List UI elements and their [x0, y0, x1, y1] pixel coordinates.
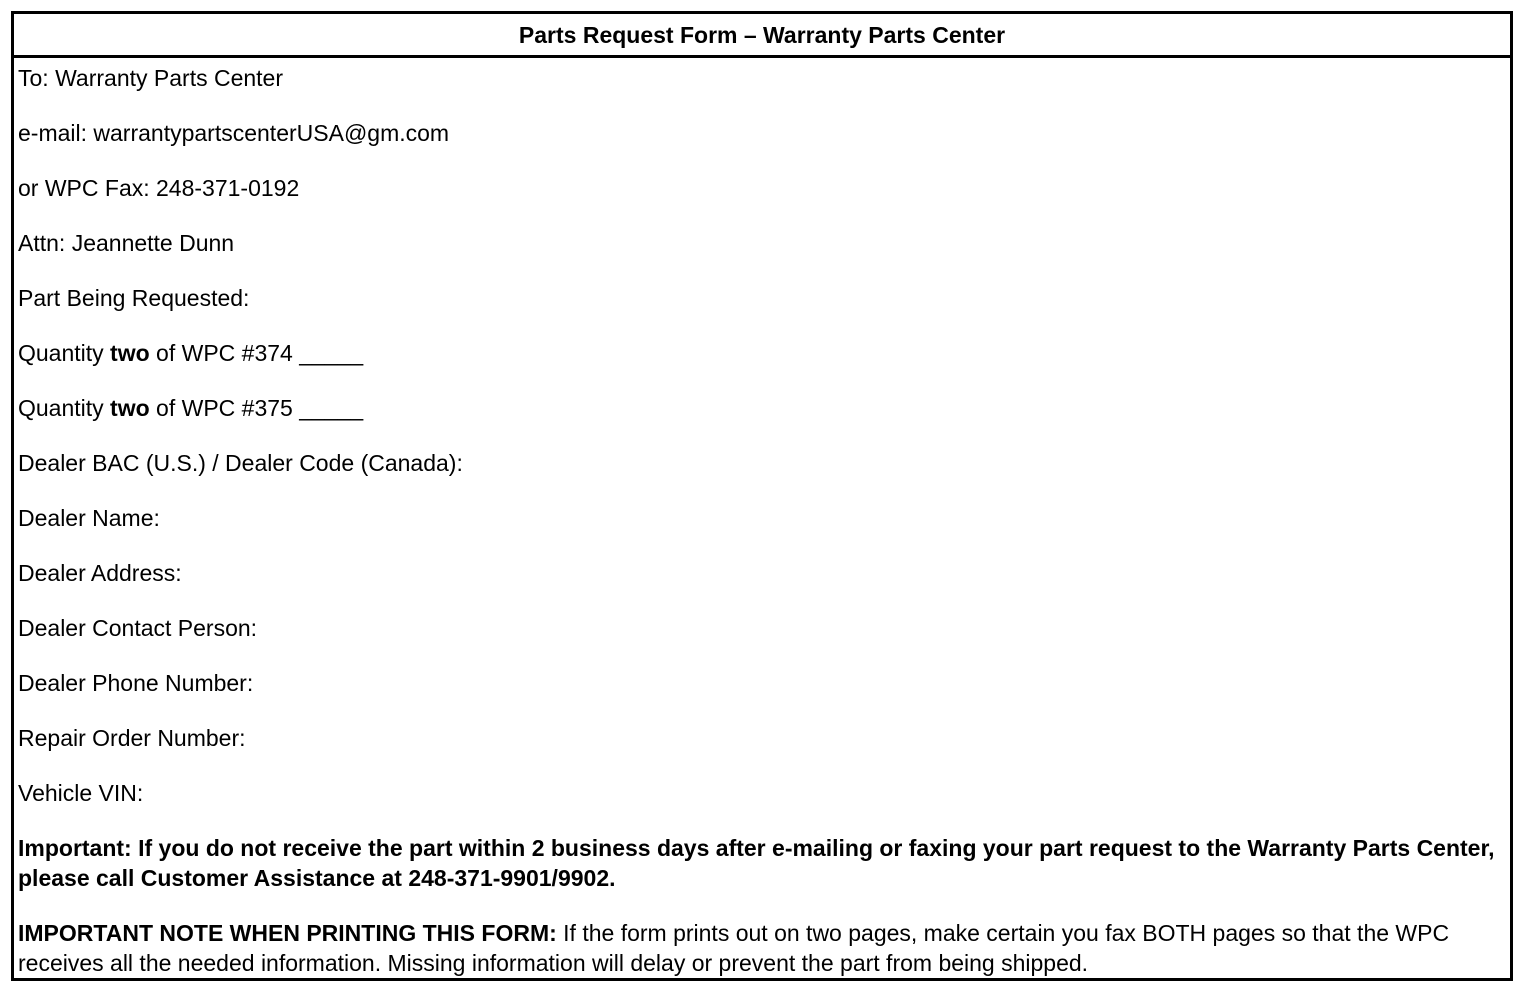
important-notice: Important: If you do not receive the part within 2 business days after e-mailing or faxing your part request to the Warranty Parts Center, please call Customer Assistance at 248-371-9901/9902.	[18, 835, 1495, 891]
dealer-phone-label: Dealer Phone Number:	[18, 670, 254, 696]
printing-note-heading: IMPORTANT NOTE WHEN PRINTING THIS FORM:	[18, 920, 557, 946]
quantity-line-375	[18, 393, 363, 423]
quantity-value: two	[110, 340, 150, 366]
repair-order-label: Repair Order Number:	[18, 725, 246, 751]
to-line: To: Warranty Parts Center	[18, 65, 284, 91]
dealer-bac-label: Dealer BAC (U.S.) / Dealer Code (Canada):	[18, 450, 463, 476]
part-requested-label: Part Being Requested:	[18, 285, 250, 311]
dealer-contact-label: Dealer Contact Person:	[18, 615, 258, 641]
dealer-name-label: Dealer Name:	[18, 505, 160, 531]
fax-line: or WPC Fax: 248-371-0192	[18, 175, 300, 201]
dealer-address-label: Dealer Address:	[18, 560, 182, 586]
quantity-prefix: Quantity	[18, 340, 111, 366]
quantity-suffix: of WPC #374 _____	[149, 340, 364, 366]
vin-label: Vehicle VIN:	[18, 780, 144, 806]
printing-note-text: If the form prints out on two pages, make certain you fax BOTH pages so that the WPC receives all the needed information. Missing information will delay or prevent the part from being shipped.	[18, 920, 1450, 976]
quantity-value: two	[110, 395, 150, 421]
quantity-prefix: Quantity	[18, 395, 111, 421]
attn-line: Attn: Jeannette Dunn	[18, 230, 235, 256]
parts-request-form	[11, 11, 1513, 981]
quantity-suffix: of WPC #375 _____	[149, 395, 364, 421]
quantity-line-374	[18, 338, 363, 368]
email-line: e-mail: warrantypartscenterUSA@gm.com	[18, 120, 450, 146]
form-title: Parts Request Form – Warranty Parts Center	[14, 14, 1510, 58]
printing-note	[18, 918, 1503, 978]
